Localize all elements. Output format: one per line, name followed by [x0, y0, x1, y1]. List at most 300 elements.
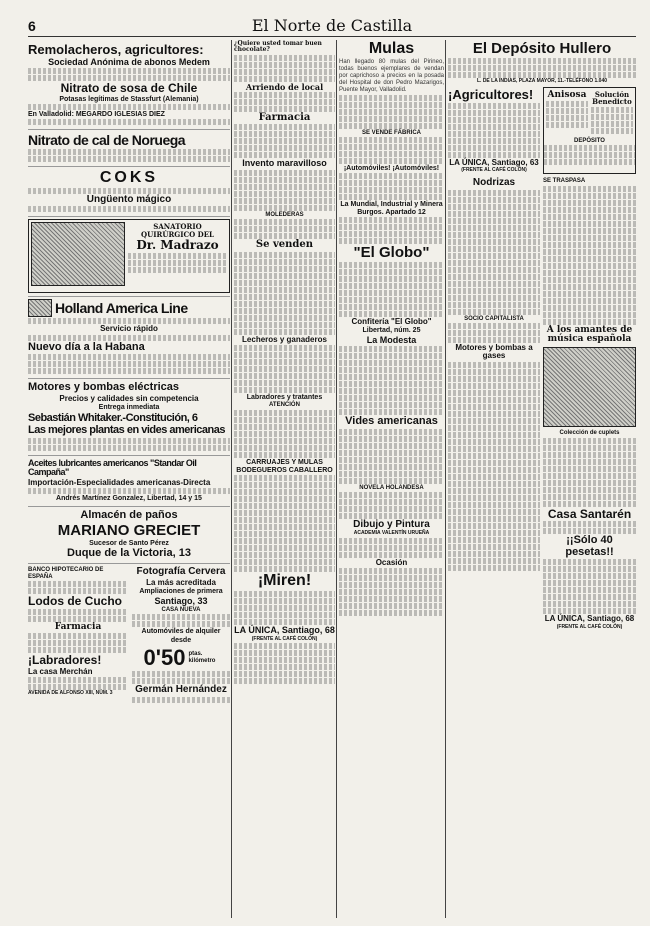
ad-headline: SE VENDE FÁBRICA — [361, 129, 421, 136]
text-block — [234, 591, 335, 597]
text-block — [339, 478, 444, 484]
column-3 — [339, 40, 444, 918]
text-block — [128, 267, 227, 273]
text-block — [544, 152, 635, 158]
ad-headline: El Depósito Hullero — [472, 40, 612, 57]
text-block — [339, 353, 444, 359]
text-block — [339, 262, 444, 268]
text-block — [234, 294, 335, 300]
text-block — [543, 487, 636, 493]
text-block — [448, 204, 540, 210]
text-block — [234, 538, 335, 544]
text-block — [448, 103, 540, 109]
text-block — [234, 671, 335, 677]
column-4a — [448, 87, 540, 174]
column-rule — [231, 40, 232, 918]
text-block — [234, 266, 335, 272]
text-block — [234, 62, 335, 68]
text-block — [448, 232, 540, 238]
ad-headline: Nitrato de cal de Noruega — [28, 132, 186, 149]
text-block — [234, 387, 335, 393]
text-block — [234, 380, 335, 386]
text-block — [339, 290, 444, 296]
ad-line: DEPÓSITO — [574, 137, 605, 144]
text-block — [543, 494, 636, 500]
ad-headline: Remolacheros, agricultores: — [28, 42, 204, 57]
text-block — [448, 260, 540, 266]
ad-subheadline: Servicio rápido — [100, 324, 158, 334]
text-block — [234, 287, 335, 293]
text-block — [234, 301, 335, 307]
text-block — [448, 323, 540, 329]
text-block — [339, 575, 444, 581]
text-block — [448, 565, 540, 571]
ad-headline: MARIANO GRECIET — [57, 521, 201, 539]
text-block — [234, 359, 335, 365]
text-block — [234, 612, 335, 618]
text-block — [234, 643, 335, 649]
text-block — [234, 308, 335, 314]
text-block — [543, 319, 636, 325]
text-block — [28, 354, 230, 360]
text-block — [339, 409, 444, 415]
ad-headline: Las mejores plantas en vides americanas — [28, 424, 225, 437]
text-block — [234, 184, 335, 190]
ad-subheadline: La Mundial, Industrial y Minera Burgos. Apartado 12 — [340, 201, 443, 216]
text-block — [339, 450, 444, 456]
text-block — [543, 573, 636, 579]
text-block — [339, 464, 444, 470]
text-block — [448, 432, 540, 438]
text-block — [448, 537, 540, 543]
masthead — [28, 18, 636, 37]
text-block — [448, 425, 540, 431]
text-block — [591, 128, 633, 134]
text-block — [591, 121, 633, 127]
ad-subheadline: ACADEMIA VALENTÍN URUEÑA — [353, 530, 430, 537]
text-block — [448, 481, 540, 487]
text-block — [543, 587, 636, 593]
text-block — [543, 594, 636, 600]
text-block — [448, 488, 540, 494]
text-block — [234, 445, 335, 451]
text-block — [543, 291, 636, 297]
text-block — [543, 298, 636, 304]
text-block — [543, 200, 636, 206]
ad-subheadline: BODEGUEROS CABALLERO — [236, 467, 333, 475]
ad-headline: Germán Hernández — [135, 684, 227, 696]
text-block — [234, 177, 335, 183]
ad-headline: Aceites lubricantes americanos "Standar Oil Campaña" — [28, 457, 197, 478]
ad-headline: Anisosa — [547, 90, 587, 100]
text-block — [591, 114, 633, 120]
ad-remolacheros — [28, 40, 230, 130]
text-block — [234, 503, 335, 509]
column-4 — [448, 40, 636, 918]
column-4c — [543, 177, 636, 631]
text-block — [591, 107, 633, 113]
ad-headline: SE TRASPASA — [543, 178, 586, 185]
text-block — [234, 124, 335, 130]
text-block — [339, 596, 444, 602]
text-block — [339, 374, 444, 380]
text-block — [339, 311, 444, 317]
ad-headline: COKS — [99, 169, 159, 187]
text-block — [28, 684, 128, 690]
text-block — [234, 69, 335, 75]
ad-headline: Motores y bombas eléctricas — [28, 381, 180, 394]
ad-holland-america — [28, 297, 230, 379]
text-block — [339, 457, 444, 463]
text-block — [448, 509, 540, 515]
text-block — [339, 499, 444, 505]
text-block — [543, 270, 636, 276]
text-block — [339, 276, 444, 282]
text-block — [234, 145, 335, 151]
text-block — [234, 496, 335, 502]
ad-subheadline: (FRENTE AL CAFÉ COLÓN) — [556, 623, 623, 630]
text-block — [28, 119, 230, 125]
text-block — [28, 206, 230, 212]
text-block — [448, 467, 540, 473]
text-block — [28, 368, 230, 374]
text-block — [448, 211, 540, 217]
text-block — [448, 281, 540, 287]
text-block — [543, 466, 636, 472]
ad-headline: Invento maravilloso — [242, 158, 327, 169]
column-rule — [445, 40, 446, 918]
ad-subheadline: desde — [170, 636, 192, 644]
text-block — [448, 397, 540, 403]
text-block — [234, 678, 335, 684]
text-block — [543, 608, 636, 614]
text-block — [339, 506, 444, 512]
ad-aceites — [28, 456, 230, 508]
text-block — [28, 104, 230, 110]
text-block — [543, 473, 636, 479]
text-block — [28, 149, 230, 155]
text-block — [339, 231, 444, 237]
text-block — [543, 480, 636, 486]
text-block — [339, 471, 444, 477]
text-block — [234, 438, 335, 444]
text-block — [448, 404, 540, 410]
text-block — [448, 362, 540, 368]
text-block — [543, 207, 636, 213]
text-block — [339, 116, 444, 122]
text-block — [543, 438, 636, 444]
text-block — [448, 110, 540, 116]
text-block — [234, 657, 335, 663]
text-block — [234, 410, 335, 416]
text-block — [543, 193, 636, 199]
text-block — [543, 235, 636, 241]
text-block — [339, 180, 444, 186]
ad-headline: Dibujo y Pintura — [353, 518, 430, 530]
text-block — [448, 72, 636, 78]
ad-subheadline: Ampliaciones de primera — [139, 588, 223, 596]
ad-headline: La Modesta — [366, 334, 417, 345]
ad-subheadline: Potasas legítimas de Stassfurt (Alemania) — [59, 95, 199, 103]
text-block — [339, 102, 444, 108]
text-block — [546, 122, 588, 128]
text-block — [543, 263, 636, 269]
text-block — [448, 390, 540, 396]
text-block — [234, 566, 335, 572]
ad-subheadline: SANATORIO QUIRÚRGICO DEL — [141, 222, 214, 239]
text-block — [234, 559, 335, 565]
ad-line: AVENIDA DE ALFONSO XIII, NÚM. 3 — [28, 690, 113, 697]
text-block — [543, 580, 636, 586]
text-block — [339, 194, 444, 200]
ad-subheadline: ATENCIÓN — [269, 402, 300, 409]
ad-subheadline: (FRENTE AL CAFÉ COLÓN) — [251, 635, 318, 642]
text-block — [543, 528, 636, 534]
text-block — [234, 138, 335, 144]
text-block — [339, 381, 444, 387]
ad-anisosa — [543, 87, 636, 174]
text-block — [132, 697, 230, 703]
text-block — [234, 233, 335, 239]
text-block — [448, 516, 540, 522]
ad-headline: MOLEDERAS — [265, 211, 304, 218]
ad-sanatorio — [28, 217, 230, 297]
ad-headline: A los amantes de música española — [546, 324, 633, 345]
text-block — [234, 482, 335, 488]
text-block — [448, 138, 540, 144]
column-4b — [448, 177, 540, 631]
text-block — [339, 109, 444, 115]
text-block — [339, 552, 444, 558]
text-block — [448, 551, 540, 557]
text-block — [234, 322, 335, 328]
ad-headline: ¡Agricultores! — [448, 87, 534, 102]
ad-headline: ¡Miren! — [257, 572, 312, 590]
text-block — [448, 330, 540, 336]
column-1a — [28, 566, 128, 703]
ad-headline: Dr. Madrazo — [136, 238, 219, 253]
text-block — [448, 124, 540, 130]
text-block — [339, 283, 444, 289]
text-block — [234, 219, 335, 225]
text-block — [448, 239, 540, 245]
text-block — [448, 523, 540, 529]
text-block — [543, 452, 636, 458]
ad-headline: Lodos de Cucho — [28, 594, 122, 609]
text-block — [448, 218, 540, 224]
column-rule — [336, 40, 337, 918]
text-block — [339, 224, 444, 230]
text-block — [28, 318, 230, 324]
text-block — [234, 510, 335, 516]
ad-coks — [28, 167, 230, 217]
text-block — [234, 205, 335, 211]
ad-subheadline: Entrega inmediata — [98, 404, 160, 412]
text-block — [543, 312, 636, 318]
text-block — [234, 417, 335, 423]
text-block — [234, 524, 335, 530]
ad-headline: Confitería "El Globo" — [351, 316, 432, 326]
text-block — [339, 187, 444, 193]
text-block — [448, 439, 540, 445]
ad-headline: CARRUAJES Y MULAS — [246, 458, 323, 466]
text-block — [234, 545, 335, 551]
ad-headline: ¿Quiere usted tomar buen chocolate? — [234, 40, 322, 54]
ad-headline: BANCO HIPOTECARIO DE ESPAÑA — [28, 567, 104, 580]
ad-subheadline: Precios y calidades sin competencia — [59, 393, 199, 403]
ad-headline: Se venden — [255, 239, 314, 251]
text-block — [543, 277, 636, 283]
text-block — [448, 418, 540, 424]
text-block — [234, 280, 335, 286]
text-block — [234, 273, 335, 279]
ad-headline: ¡Automóviles! ¡Automóviles! — [343, 165, 440, 173]
newspaper-title: El Norte de Castilla — [251, 16, 413, 35]
ad-headline: Ungüento mágico — [86, 193, 172, 205]
text-block — [448, 58, 636, 64]
ad-subheadline: Importación-Especialidades americanas-Directa — [28, 477, 211, 487]
text-block — [448, 474, 540, 480]
text-block — [28, 588, 128, 594]
ad-body: Han llegado 80 mulas del Pirineo, todas buenos ejemplares de vendan por caprichoso a precios en la posada del Hospital de don Pedro Mazarigos, Puente Mayor, Valladolid. — [339, 58, 444, 93]
text-block — [448, 253, 540, 259]
text-block — [28, 188, 230, 194]
ad-headline: Lecheros y ganaderos — [242, 334, 327, 344]
ad-headline: Farmacia — [54, 621, 102, 632]
text-block — [448, 337, 540, 343]
text-block — [234, 664, 335, 670]
ad-subheadline: Sociedad Anónima de abonos Medem — [48, 56, 210, 67]
ad-headline: Motores y bombas a gases — [455, 343, 533, 361]
text-block — [543, 445, 636, 451]
page-number: 6 — [28, 18, 36, 34]
text-block — [339, 144, 444, 150]
ad-subheadline: Libertad, núm. 25 — [362, 327, 421, 335]
text-block — [448, 309, 540, 315]
text-block — [28, 633, 128, 639]
ad-headline: LA ÚNICA, Santiago, 68 — [234, 625, 335, 636]
text-block — [339, 610, 444, 616]
ad-headline: Labradores y tratantes — [246, 394, 323, 402]
ad-line: En Valladolid: MEGARDO IGLESIAS DIEZ — [28, 111, 165, 119]
text-block — [28, 677, 128, 683]
text-block — [339, 589, 444, 595]
text-block — [448, 558, 540, 564]
ad-headline: LA ÚNICA, Santiago, 68 — [544, 614, 635, 624]
ad-greciet — [28, 507, 230, 564]
text-block — [543, 459, 636, 465]
text-block — [448, 495, 540, 501]
ad-headline: ¡Labradores! — [28, 653, 102, 668]
text-block — [543, 566, 636, 572]
text-block — [546, 108, 588, 114]
text-block — [234, 152, 335, 158]
text-block — [448, 502, 540, 508]
ad-headline: Duque de la Victoria, 13 — [67, 546, 191, 559]
text-block — [448, 411, 540, 417]
text-block — [543, 559, 636, 565]
text-block — [28, 581, 128, 587]
text-block — [339, 217, 444, 223]
text-block — [543, 249, 636, 255]
text-block — [339, 545, 444, 551]
text-block — [448, 145, 540, 151]
text-block — [339, 367, 444, 373]
text-block — [234, 373, 335, 379]
text-block — [543, 221, 636, 227]
text-block — [339, 158, 444, 164]
text-block — [448, 460, 540, 466]
text-block — [339, 492, 444, 498]
text-block — [448, 190, 540, 196]
text-block — [339, 151, 444, 157]
ad-motores — [28, 379, 230, 455]
text-block — [339, 443, 444, 449]
column-2 — [234, 40, 335, 918]
text-block — [544, 145, 635, 151]
text-block — [132, 621, 230, 627]
text-block — [234, 55, 335, 61]
text-block — [28, 335, 230, 341]
text-block — [339, 603, 444, 609]
text-block — [234, 605, 335, 611]
ship-picture — [28, 299, 52, 317]
text-block — [132, 678, 230, 684]
ad-nitrato-cal — [28, 130, 230, 167]
text-block — [28, 438, 230, 444]
text-block — [28, 488, 230, 494]
text-block — [234, 552, 335, 558]
ad-headline: Nitrato de sosa de Chile — [60, 81, 198, 96]
text-block — [28, 616, 128, 622]
text-block — [543, 601, 636, 607]
text-block — [339, 402, 444, 408]
text-block — [448, 246, 540, 252]
text-block — [234, 431, 335, 437]
text-block — [448, 383, 540, 389]
text-block — [339, 538, 444, 544]
text-block — [28, 647, 128, 653]
text-block — [448, 302, 540, 308]
text-block — [543, 501, 636, 507]
text-block — [132, 671, 230, 677]
text-block — [448, 131, 540, 137]
ad-subheadline: Automóviles de alquiler — [141, 628, 221, 636]
ad-subheadline: (FRENTE AL CAFÉ COLÓN) — [461, 167, 527, 174]
ad-subheadline: La más acreditada — [146, 577, 216, 587]
text-block — [234, 619, 335, 625]
text-block — [128, 253, 227, 259]
ad-headline: "El Globo" — [353, 244, 430, 262]
price-value: 0'50 — [143, 645, 186, 671]
price-unit: ptas. kilómetro — [188, 651, 216, 664]
ad-subheadline: La casa Merchán — [28, 666, 93, 676]
text-block — [546, 101, 588, 107]
text-block — [339, 436, 444, 442]
text-block — [234, 424, 335, 430]
text-block — [234, 131, 335, 137]
text-block — [546, 115, 588, 121]
text-block — [543, 305, 636, 311]
ad-headline: Holland America Line — [55, 300, 188, 316]
column-1b — [132, 566, 230, 703]
text-block — [234, 452, 335, 458]
text-block — [448, 295, 540, 301]
text-block — [234, 517, 335, 523]
text-block — [339, 297, 444, 303]
text-block — [448, 65, 636, 71]
text-block — [339, 137, 444, 143]
